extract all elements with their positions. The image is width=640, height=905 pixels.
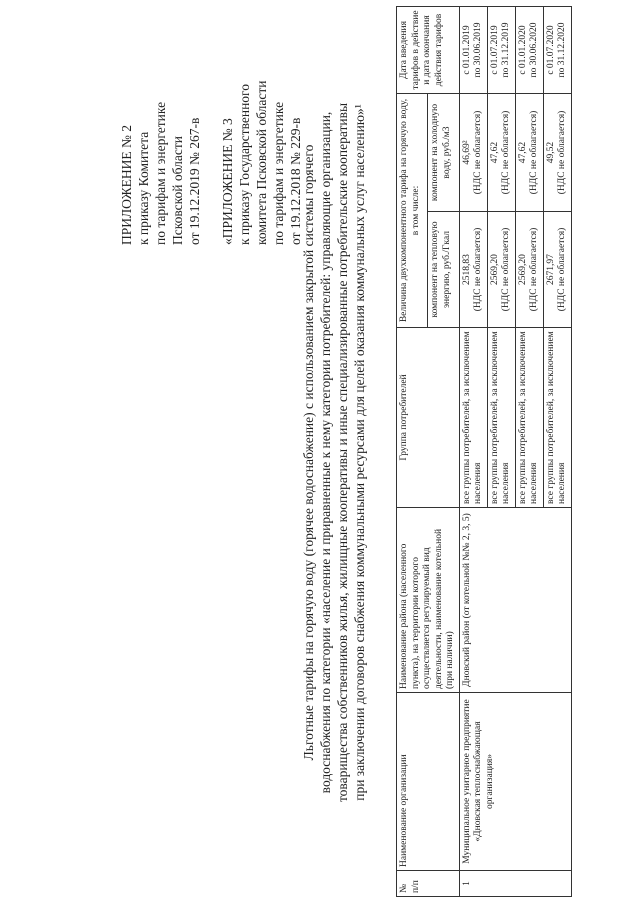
table-row (459, 7, 487, 897)
quoted-appendix-line: по тарифам и энергетике (271, 101, 286, 245)
date-to: по 30.06.2019 (473, 22, 483, 78)
heat-value: 2671,97 (545, 254, 556, 285)
water-value: 47,62 (489, 141, 500, 164)
quoted-appendix-title: «ПРИЛОЖЕНИЕ № 3 (220, 118, 235, 245)
cell-heat (487, 212, 515, 328)
cell-dates (543, 7, 571, 94)
date-from: с 01.01.2020 (517, 25, 528, 75)
heat-value: 2569,20 (517, 254, 528, 285)
appendix-date: от 19.12.2019 № 267-в (187, 117, 202, 245)
cell-group: все группы потребителей, за исключением населения (543, 328, 571, 508)
heat-value: 2569,20 (489, 254, 500, 285)
water-value: 46,69² (461, 140, 472, 165)
cell-heat (543, 212, 571, 328)
title-line: товарищества собственников жилья, жилищные кооперативы и иные специализированные потребительские кооперативы (335, 102, 350, 803)
water-value: 47,62 (517, 141, 528, 164)
header-dates: Дата введения тарифов в действие и дата окончания действия тарифов (397, 7, 460, 94)
date-from: с 01.07.2020 (545, 25, 556, 75)
cell-group: все группы потребителей, за исключением населения (515, 328, 543, 508)
title-line: водоснабжения по категории «население и приравненные к нему категории потребителей: управляющие организации, (318, 111, 333, 794)
cell-water (515, 94, 543, 212)
header-heat: компонент на тепловую энергию, руб./Гкал (428, 212, 459, 328)
header-water: компонент на холодную воду, руб./м3 (428, 94, 459, 212)
heat-value: 2518,83 (461, 254, 472, 285)
water-vat-note: (НДС не облагается) (501, 110, 511, 195)
cell-org-name: Муниципальное унитарное предприятие «Дновская теплоснабжающая организация» (459, 693, 571, 871)
tariff-table (396, 6, 572, 897)
appendix-header (118, 0, 304, 245)
water-vat-note: (НДС не облагается) (557, 110, 567, 195)
appendix-line: к приказу Комитета (136, 131, 151, 245)
quoted-appendix-line: комитета Псковской области (254, 80, 269, 245)
date-to: по 31.12.2019 (501, 22, 511, 78)
heat-vat-note: (НДС не облагается) (473, 227, 483, 312)
cell-group: все группы потребителей, за исключением населения (487, 328, 515, 508)
heat-vat-note: (НДС не облагается) (557, 227, 567, 312)
appendix-title: ПРИЛОЖЕНИЕ № 2 (119, 124, 134, 245)
cell-heat (459, 212, 487, 328)
title-line: при заключении договоров снабжения коммунальными ресурсами для целей оказания коммунальных услуг населению»¹ (352, 104, 367, 801)
cell-org-number: 1 (459, 871, 571, 897)
date-to: по 31.12.2020 (557, 22, 567, 78)
water-vat-note: (НДС не облагается) (473, 110, 483, 195)
cell-water (459, 94, 487, 212)
header-org: Наименование организации (397, 693, 460, 871)
cell-group: все группы потребителей, за исключением населения (459, 328, 487, 508)
table-header-row (397, 7, 428, 897)
date-to: по 30.06.2020 (529, 22, 539, 78)
date-from: с 01.07.2019 (489, 25, 500, 75)
title-line: Льготные тарифы на горячую воду (горячее водоснабжение) с использованием закрытой системы горячего (301, 144, 316, 761)
cell-district: Дновский район (от котельной №№ 2, 3, 5) (459, 508, 571, 693)
water-value: 49,52 (545, 141, 556, 164)
date-from: с 01.01.2019 (461, 25, 472, 75)
document-title (300, 10, 368, 895)
header-district: Наименование района (населенного пункта), на территории которого осуществляется регулируемый вид деятельности, наименование котельной (при наличии) (397, 508, 460, 693)
quoted-appendix-line: к приказу Государственного (237, 83, 252, 245)
water-vat-note: (НДС не облагается) (529, 110, 539, 195)
appendix-line: по тарифам и энергетике (153, 101, 168, 245)
cell-dates (487, 7, 515, 94)
cell-water (543, 94, 571, 212)
header-num: № п/п (397, 871, 460, 897)
heat-vat-note: (НДС не облагается) (529, 227, 539, 312)
cell-dates (459, 7, 487, 94)
appendix-line: Псковской области (170, 135, 185, 245)
header-group: Группа потребителей (397, 328, 460, 508)
cell-water (487, 94, 515, 212)
cell-dates (515, 7, 543, 94)
header-value-group: Величина двухкомпонентного тарифа на горячую воду, в том числе: (397, 94, 428, 328)
cell-heat (515, 212, 543, 328)
quoted-appendix-date: от 19.12.2018 № 229-в (288, 117, 303, 245)
heat-vat-note: (НДС не облагается) (501, 227, 511, 312)
